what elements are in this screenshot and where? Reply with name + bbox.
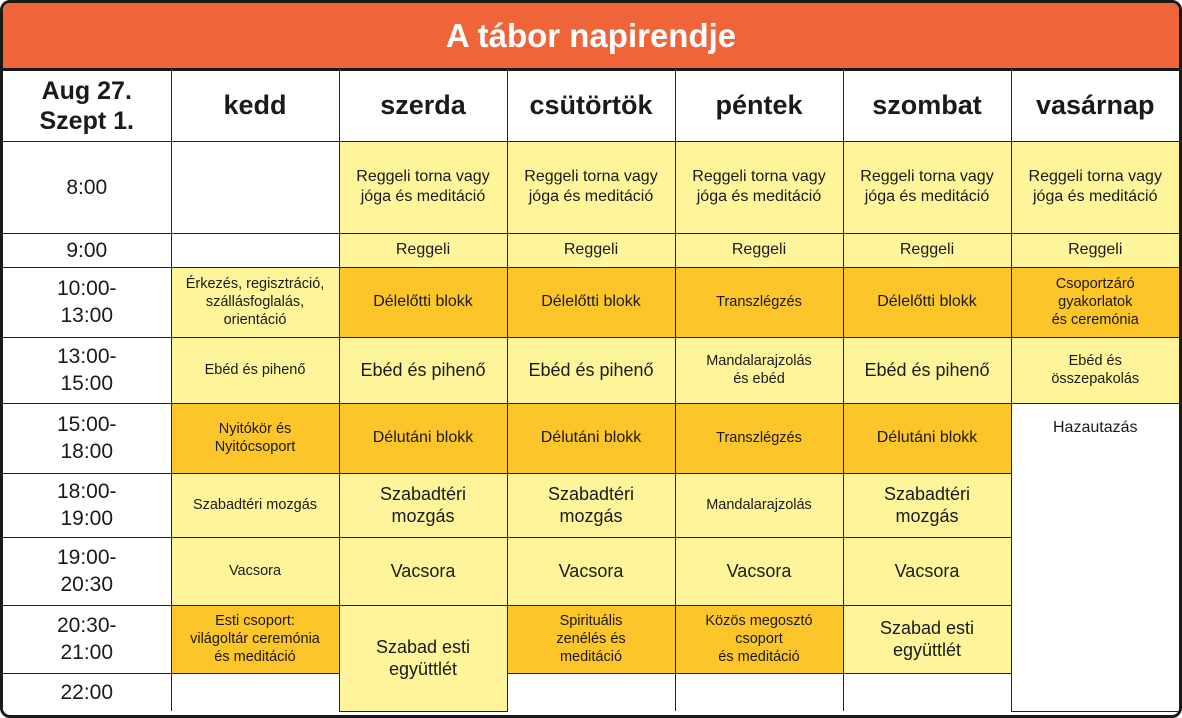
day-header-vasarnap: vasárnap [1011,71,1179,141]
schedule-table [3,71,1179,712]
table-row [3,605,1179,673]
empty-cell [171,673,339,711]
header-row [3,71,1179,141]
table-row [3,473,1179,537]
activity-cell: Szabadtéri mozgás [171,473,339,537]
activity-cell: Délutáni blokk [339,403,507,473]
activity-cell: Vacsora [675,537,843,605]
day-header-szerda: szerda [339,71,507,141]
time-cell: 18:00- 19:00 [3,473,171,537]
activity-cell: Reggeli [1011,233,1179,267]
activity-cell: Délutáni blokk [507,403,675,473]
activity-cell: Szabad esti együttlét [843,605,1011,673]
activity-cell: Délutáni blokk [843,403,1011,473]
activity-cell: Reggeli [339,233,507,267]
activity-cell: Érkezés, regisztráció, szállásfoglalás, orientáció [171,267,339,337]
activity-cell: Szabadtéri mozgás [339,473,507,537]
empty-cell [171,233,339,267]
activity-cell: Nyitókör és Nyitócsoport [171,403,339,473]
day-header-kedd: kedd [171,71,339,141]
activity-cell: Reggeli torna vagy jóga és meditáció [507,141,675,233]
day-header-pentek: péntek [675,71,843,141]
activity-cell: Mandalarajzolás [675,473,843,537]
table-row [3,233,1179,267]
activity-cell: Közös megosztó csoport és meditáció [675,605,843,673]
activity-cell: Reggeli [507,233,675,267]
activity-cell: Ebéd és pihenő [843,337,1011,403]
time-cell: 15:00- 18:00 [3,403,171,473]
activity-cell: Vacsora [339,537,507,605]
table-row [3,673,1179,711]
activity-cell: Szabadtéri mozgás [843,473,1011,537]
activity-cell: Reggeli [675,233,843,267]
activity-cell: Délelőtti blokk [507,267,675,337]
activity-cell: Transzlégzés [675,403,843,473]
activity-cell: Reggeli [843,233,1011,267]
time-cell: 22:00 [3,673,171,711]
empty-cell [507,673,675,711]
activity-cell: Reggeli torna vagy jóga és meditáció [1011,141,1179,233]
table-row [3,537,1179,605]
activity-cell: Reggeli torna vagy jóga és meditáció [843,141,1011,233]
time-cell: 9:00 [3,233,171,267]
time-cell: 10:00- 13:00 [3,267,171,337]
day-header-szombat: szombat [843,71,1011,141]
time-cell: 20:30- 21:00 [3,605,171,673]
activity-cell: Vacsora [843,537,1011,605]
activity-cell: Hazautazás [1011,403,1179,711]
table-row [3,141,1179,233]
activity-cell: Transzlégzés [675,267,843,337]
time-cell: 19:00- 20:30 [3,537,171,605]
activity-cell: Délelőtti blokk [339,267,507,337]
table-row [3,267,1179,337]
activity-cell: Spirituális zenélés és meditáció [507,605,675,673]
activity-cell: Délelőtti blokk [843,267,1011,337]
table-row [3,337,1179,403]
table-row [3,403,1179,473]
activity-cell: Szabadtéri mozgás [507,473,675,537]
activity-cell: Vacsora [507,537,675,605]
page-title: A tábor napirendje [3,3,1179,71]
activity-cell: Reggeli torna vagy jóga és meditáció [675,141,843,233]
empty-cell [843,673,1011,711]
empty-cell [171,141,339,233]
time-cell: 8:00 [3,141,171,233]
empty-cell [675,673,843,711]
day-header-csutortok: csütörtök [507,71,675,141]
activity-cell: Esti csoport: világoltár ceremónia és meditáció [171,605,339,673]
activity-cell: Ebéd és összepakolás [1011,337,1179,403]
activity-cell: Csoportzáró gyakorlatok és ceremónia [1011,267,1179,337]
activity-cell: Ebéd és pihenő [339,337,507,403]
activity-cell: Mandalarajzolás és ebéd [675,337,843,403]
activity-cell: Ebéd és pihenő [171,337,339,403]
activity-cell: Vacsora [171,537,339,605]
activity-cell: Ebéd és pihenő [507,337,675,403]
date-range-header: Aug 27. Szept 1. [3,71,171,141]
activity-cell: Reggeli torna vagy jóga és meditáció [339,141,507,233]
time-cell: 13:00- 15:00 [3,337,171,403]
activity-cell: Szabad esti együttlét [339,605,507,711]
